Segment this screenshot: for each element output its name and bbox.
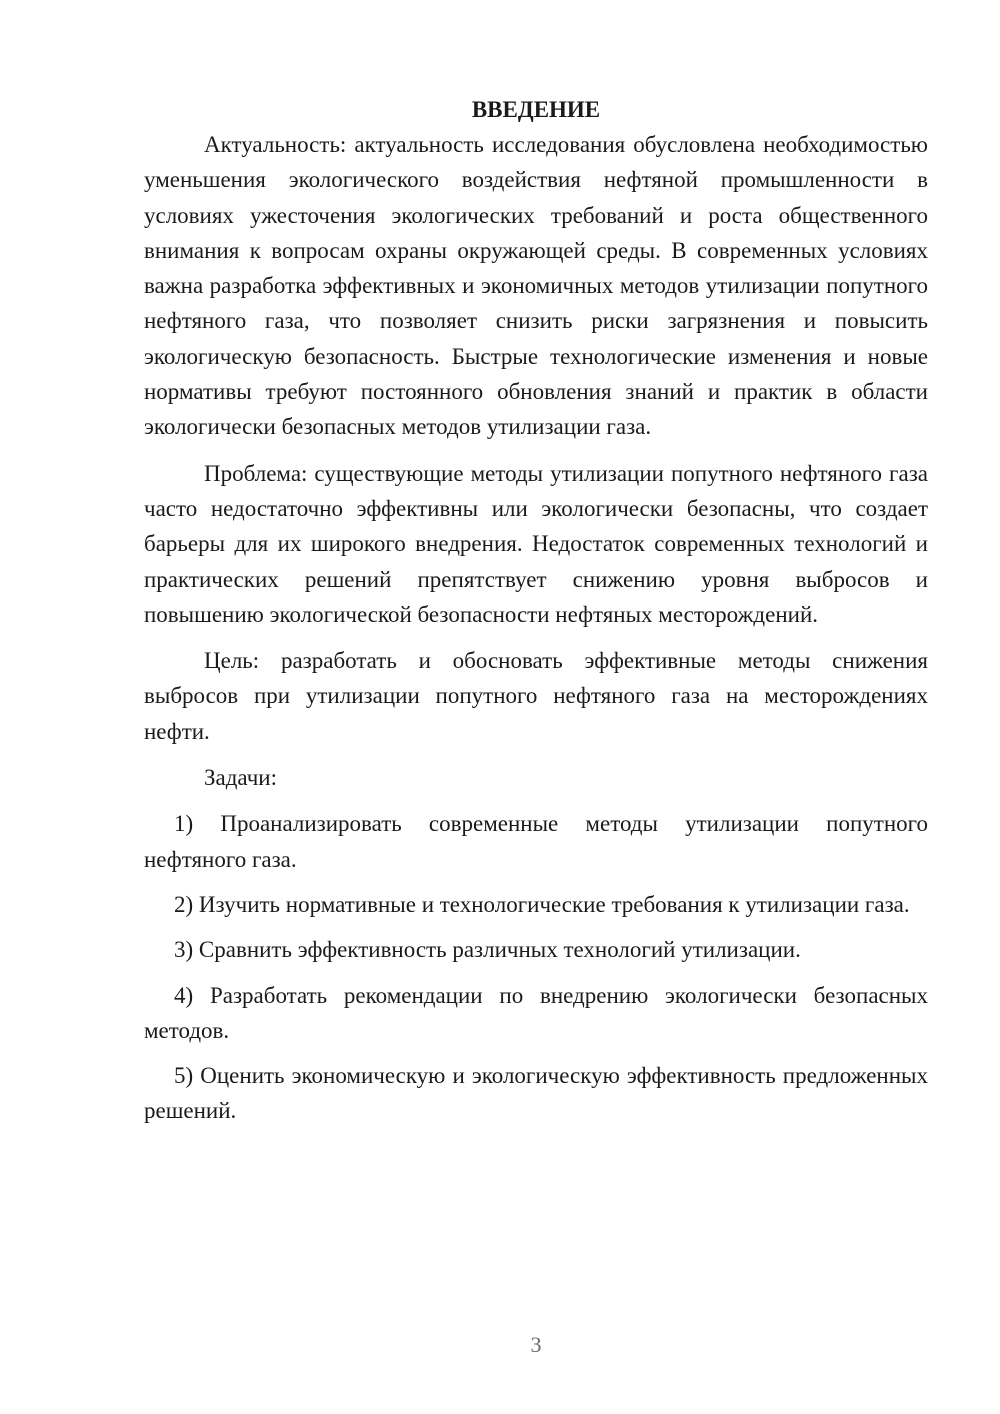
task-item-3: 3) Сравнить эффективность различных технологий утилизации. <box>174 937 801 963</box>
task-item-1: 1) Проанализировать современные методы утилизации попутного нефтяного газа. <box>144 811 928 872</box>
goal-paragraph: Цель: разработать и обосновать эффективные методы снижения выбросов при утилизации попутного нефтяного газа на месторождениях нефти. <box>144 648 928 744</box>
section-heading: ВВЕДЕНИЕ <box>471 97 601 122</box>
problem-paragraph: Проблема: существующие методы утилизации попутного нефтяного газа часто недостаточно эффективны или экологически безопасны, что создает барьеры для их широкого внедрения. Недостаток современных технологий и практических решений препятствует снижению уровня выбросов и повышению экологической безопасности нефтяных месторождений. <box>144 460 928 627</box>
page-number: 3 <box>530 1332 542 1357</box>
task-item-4: 4) Разработать рекомендации по внедрению экологически безопасных методов. <box>144 982 928 1043</box>
task-item-2: 2) Изучить нормативные и технологические требования к утилизации газа. <box>174 891 910 917</box>
task-item-5: 5) Оценить экономическую и экологическую эффективность предложенных решений. <box>144 1063 928 1124</box>
page-content <box>144 92 928 1139</box>
relevance-paragraph: Актуальность: актуальность исследования обусловлена необходимостью уменьшения экологического воздействия нефтяной промышленности в условиях ужесточения экологических требований и роста общественного внимания к вопросам охраны окружающей среды. В современных условиях важна разработка эффективных и экономичных методов утилизации попутного нефтяного газа, что позволяет снизить риски загрязнения и повысить экологическую безопасность. Быстрые технологические изменения и новые нормативы требуют постоянного обновления знаний и практик в области экологически безопасных методов утилизации газа. <box>144 132 928 440</box>
tasks-label: Задачи: <box>204 765 277 791</box>
